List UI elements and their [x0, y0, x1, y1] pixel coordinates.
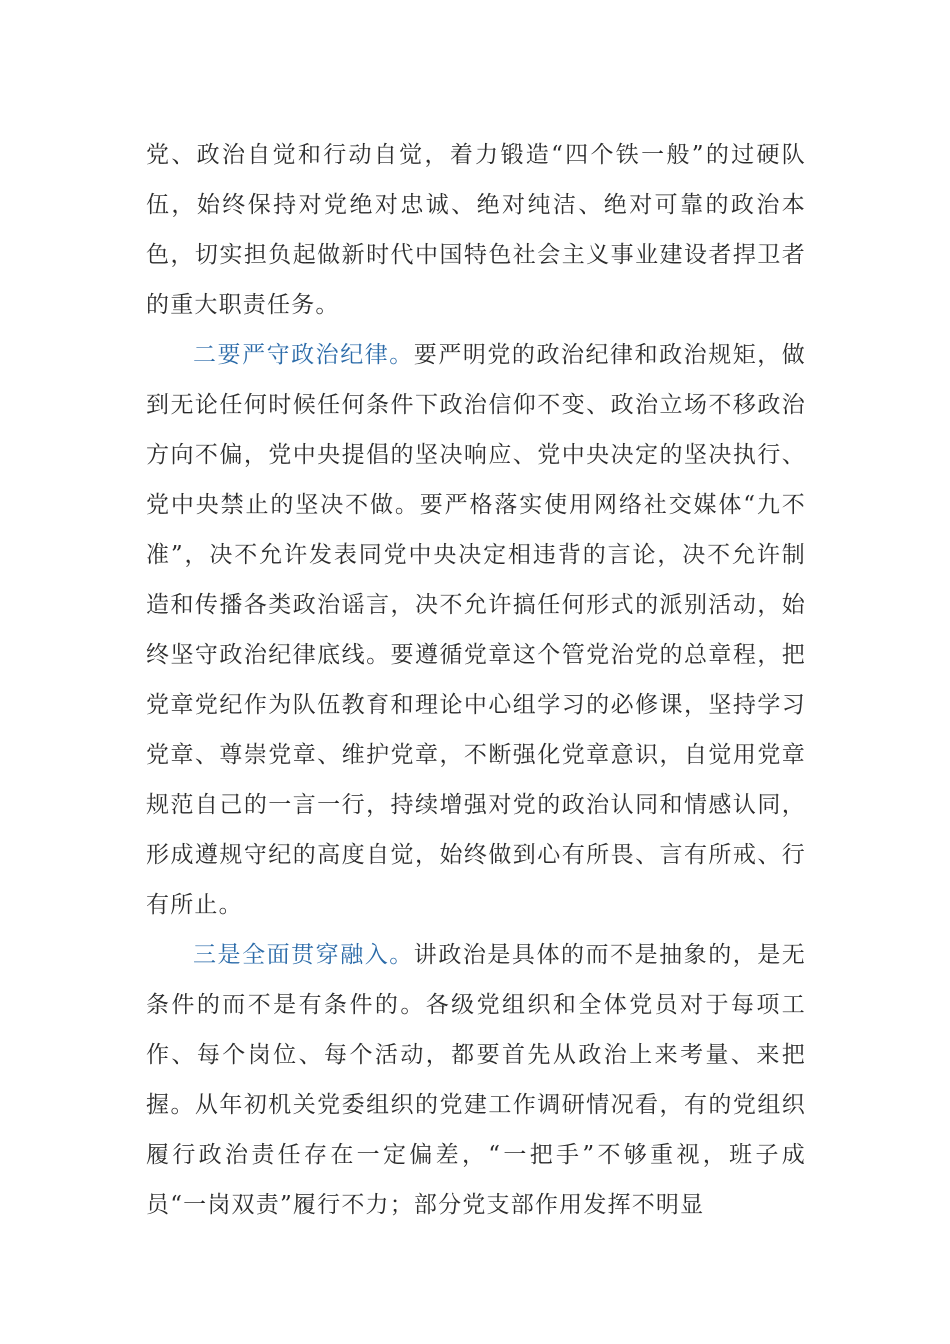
paragraph-continuation — [146, 130, 806, 330]
paragraph-full-integration — [146, 930, 806, 1230]
document-body — [146, 130, 806, 1230]
paragraph-text: 党、政治自觉和行动自觉，着力锻造“四个铁一般”的过硬队伍，始终保持对党绝对忠诚、绝对纯洁、绝对可靠的政治本色，切实担负起做新时代中国特色社会主义事业建设者捍卫者的重大职责任务。 — [146, 142, 806, 318]
paragraph-text: 要严明党的政治纪律和政治规矩，做到无论任何时候任何条件下政治信仰不变、政治立场不移政治方向不偏，党中央提倡的坚决响应、党中央决定的坚决执行、党中央禁止的坚决不做。要严格落实使用网络社交媒体“九不准”，决不允许发表同党中央决定相违背的言论，决不允许制造和传播各类政治谣言，决不允许搞任何形式的派别活动，始终坚守政治纪律底线。要遵循党章这个管党治党的总章程，把党章党纪作为队伍教育和理论中心组学习的必修课，坚持学习党章、尊崇党章、维护党章，不断强化党章意识，自觉用党章规范自己的一言一行，持续增强对党的政治认同和情感认同，形成遵规守纪的高度自觉，始终做到心有所畏、言有所戒、行有所止。 — [146, 342, 806, 918]
paragraph-political-discipline — [146, 330, 806, 930]
paragraph-heading: 三是全面贯穿融入。 — [193, 942, 414, 968]
paragraph-text: 讲政治是具体的而不是抽象的，是无条件的而不是有条件的。各级党组织和全体党员对于每项工作、每个岗位、每个活动，都要首先从政治上来考量、来把握。从年初机关党委组织的党建工作调研情况看，有的党组织履行政治责任存在一定偏差，“一把手”不够重视，班子成员“一岗双责”履行不力；部分党支部作用发挥不明显 — [146, 942, 806, 1218]
paragraph-heading: 二要严守政治纪律。 — [193, 342, 414, 368]
